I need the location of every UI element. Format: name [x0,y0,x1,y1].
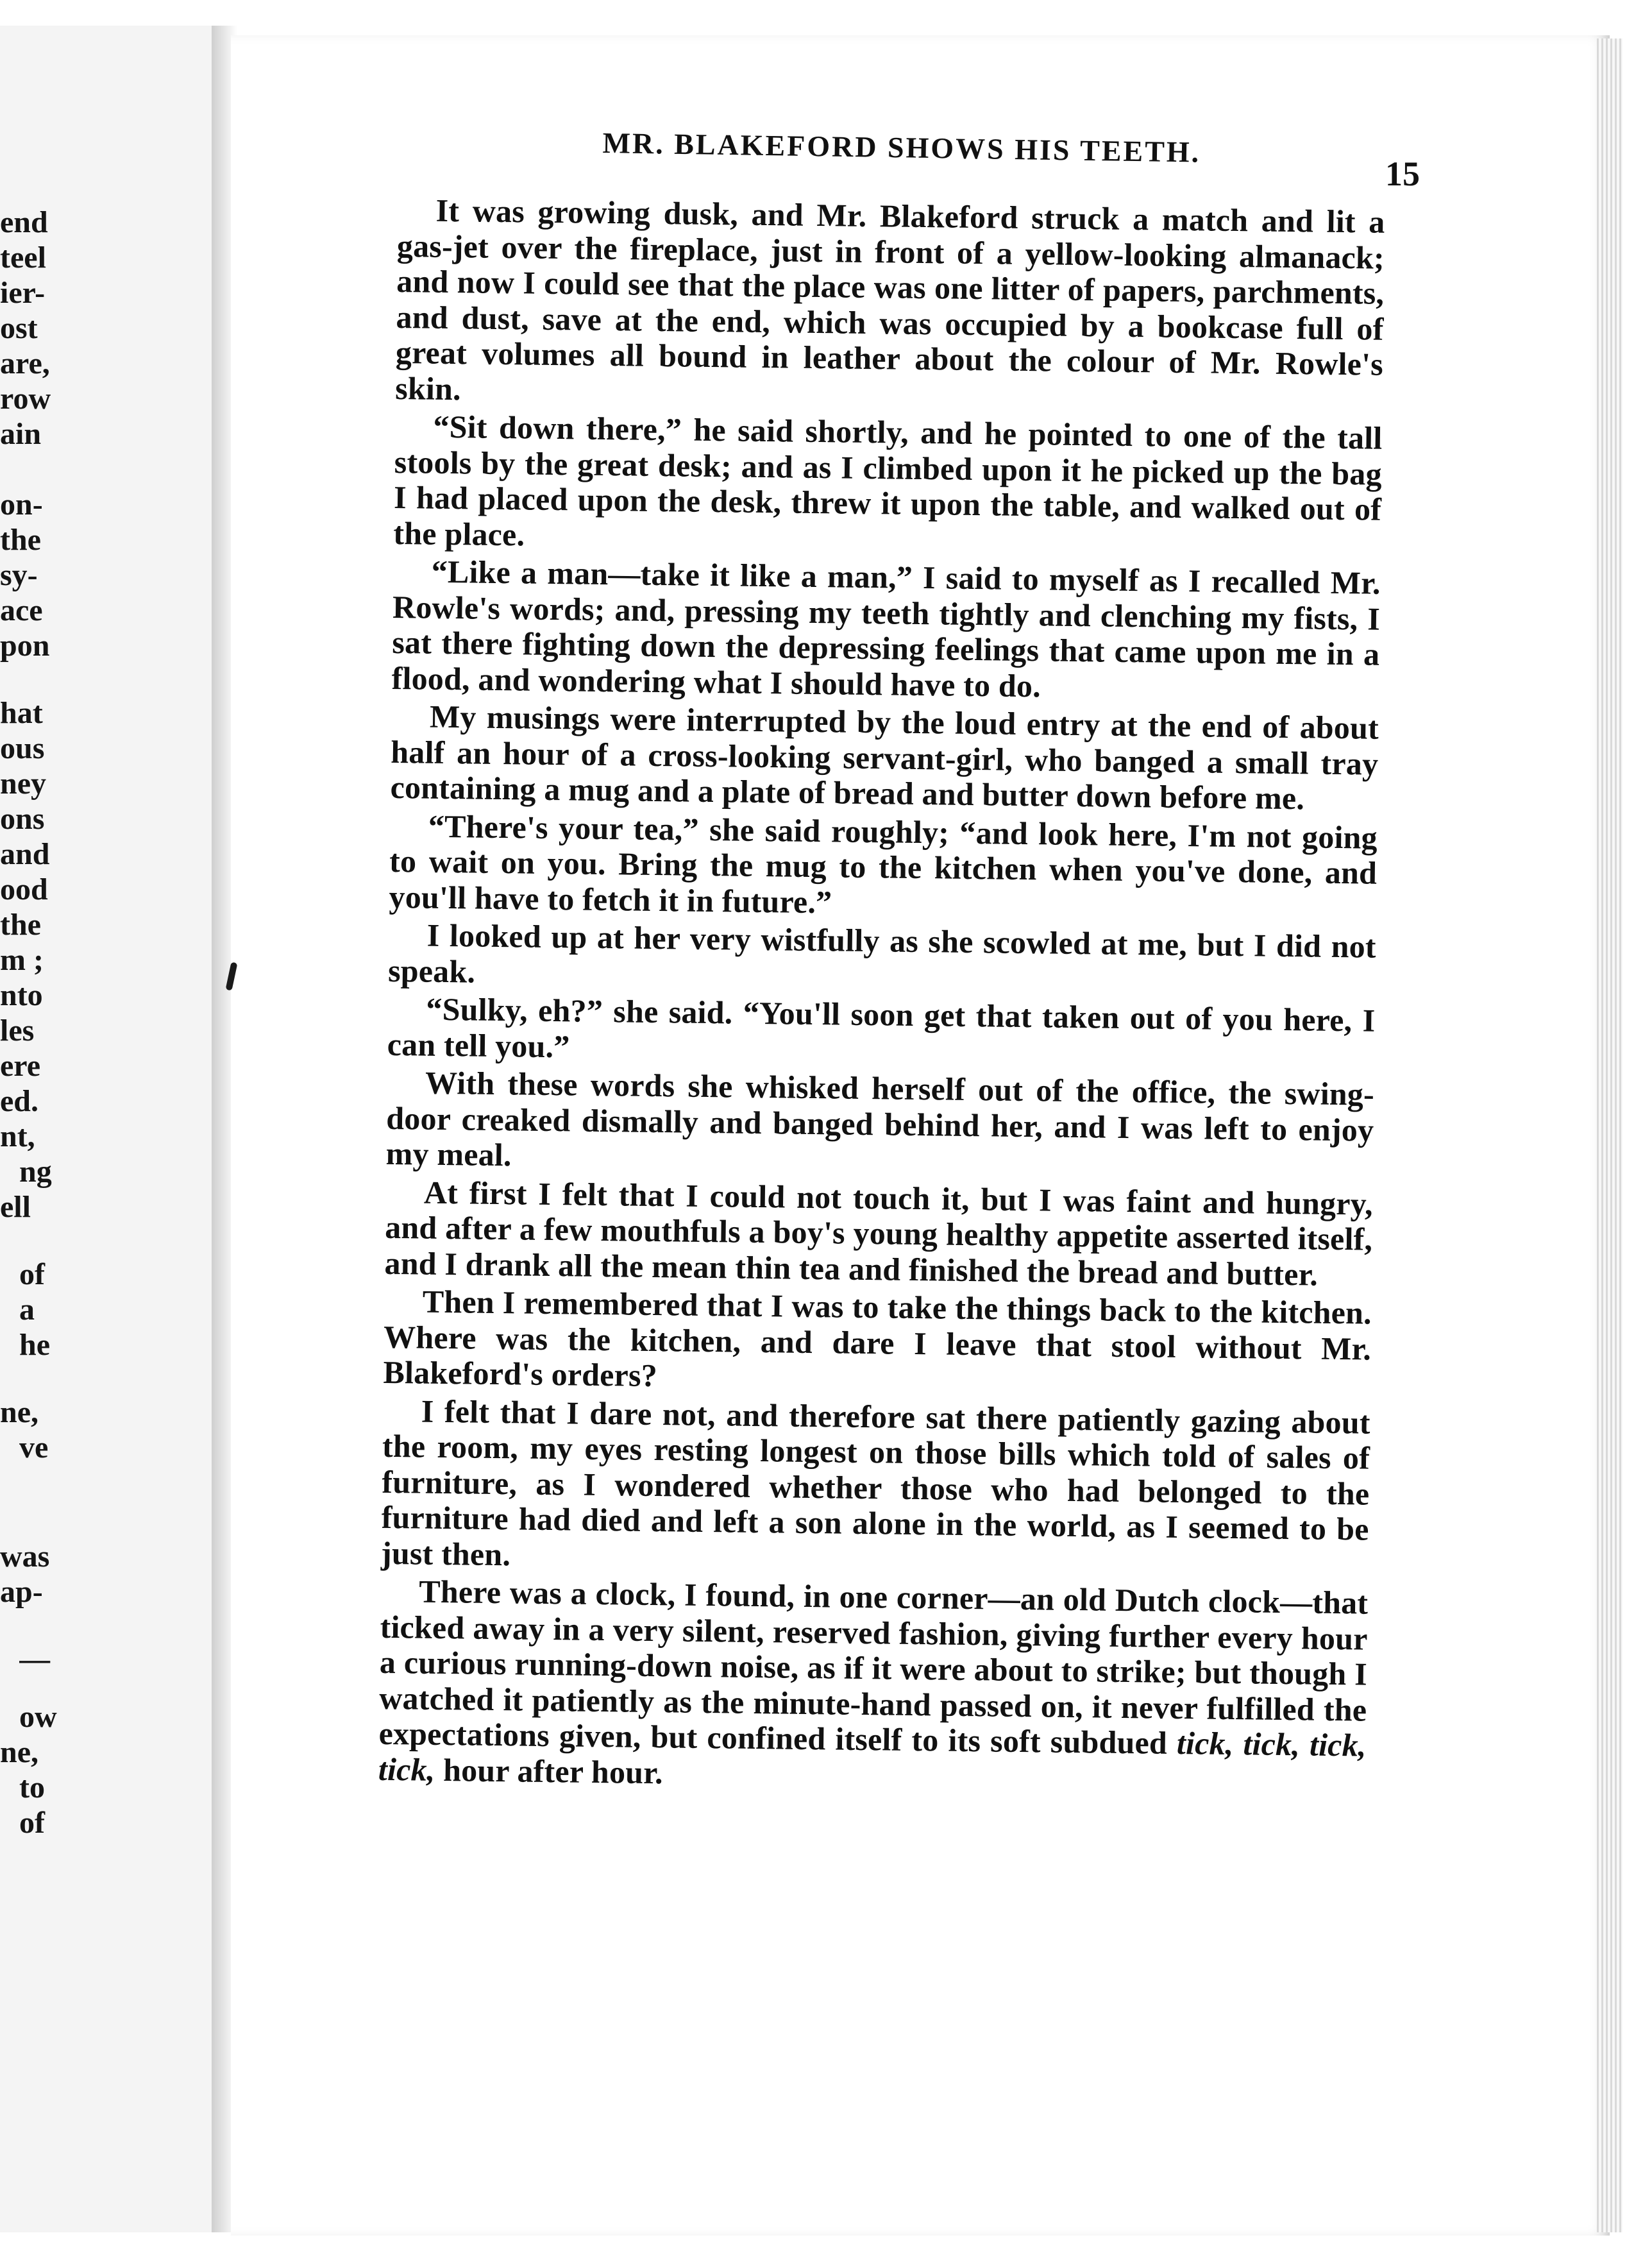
left-page-fragment: and [0,837,50,871]
left-page-fragment: ost [0,311,38,345]
left-page-fragment: ain [0,417,42,451]
left-page-fragment: ace [0,593,43,627]
left-page-fragment: ier- [0,276,46,310]
paragraph: It was growing dusk, and Mr. Blakeford struck a match and lit a gas-jet over the fireplace, just in front of a yellow-looking almanack; and now I could see that the place was one litter of papers, parchments, and dust, save at the end, which was occupied by a bookcase full of great volumes all bound in leather about the colour of Mr. Rowle's skin. [394,192,1385,407]
page-number: 15 [1385,155,1420,193]
left-page-fragment: of [19,1257,45,1291]
left-page-fragment: nt, [0,1119,35,1153]
body-text [378,192,1385,1802]
paragraph: My musings were interrupted by the loud entry at the end of about half an hour of a cross-looking servant-girl, who banged a small tray containing a mug and a plate of bread and butter down before me. [390,698,1379,817]
left-page-fragment: teel [0,241,46,275]
left-page-fragment: ne, [0,1735,38,1769]
left-page-fragment: ap- [0,1575,43,1609]
left-page-fragment: the [0,908,41,942]
left-page-fragment: ney [0,767,46,801]
paragraph: At first I felt that I could not touch it, but I was faint and hungry, and after a few mouthfuls a boy's young healthy appetite asserted itself, and I drank all the mean thin tea and finished the bread and butter. [384,1174,1374,1293]
left-page-fragment: row [0,382,51,416]
left-page-fragment: pon [0,629,50,663]
left-page-fragment: m ; [0,943,44,977]
paragraph-text: hour after hour. [435,1751,664,1790]
left-page-fragment: are, [0,346,50,380]
left-page-fragment: ood [0,872,48,906]
left-page-fragment: end [0,205,48,239]
paragraph: “Sit down there,” he said shortly, and he pointed to one of the tall stools by the great desk; and as I climbed upon it he picked up the bag I had placed upon the desk, threw it upon the table, and walked out of the place. [393,408,1383,552]
left-page-fragment: sy- [0,558,38,592]
left-page-fragment: ne, [0,1395,38,1429]
paragraph: I felt that I dare not, and therefore sat there patiently gazing about the room, my eyes resting longest on those bills which told of sales of furniture, as I wondered whether those who had belonged to the furniture had died and left a son alone in the world, as I seemed to be just then. [380,1393,1371,1572]
left-page-fragment: hat [0,696,43,730]
italic-text: tick, tick, tick, tick, [378,1725,1367,1788]
left-page-fragment: les [0,1014,35,1048]
paragraph: “Like a man—take it like a man,” I said to myself as I recalled Mr. Rowle's words; and, pressing my teeth tightly and clenching my fists, I sat there fighting down the depressing feelings that came upon me in a flood, and wondering what I should have to do. [391,553,1381,704]
left-page-fragment: — [19,1642,50,1676]
left-page-fragment: ng [19,1155,52,1189]
paragraph: Then I remembered that I was to take the things back to the kitchen. Where was the kitchen, and dare I leave that stool without Mr. Blakeford's orders? [383,1283,1372,1394]
paragraph: With these words she whisked herself out of the office, the swing-door creaked dismally and banged behind her, and I was left to enjoy my meal. [385,1064,1375,1173]
left-page-fragment: ve [19,1430,49,1464]
left-page-fragment: ow [19,1700,57,1734]
paragraph: “Sulky, eh?” she said. “You'll soon get that taken out of you here, I can tell you.” [387,990,1376,1064]
left-page-fragment: nto [0,978,43,1012]
left-page-fragment: on- [0,488,43,522]
left-page-fragment: was [0,1540,50,1574]
left-page-fragment: a [19,1293,35,1327]
left-page-fragment: ell [0,1190,31,1224]
left-page-fragment: to [19,1770,45,1804]
left-page-fragment: he [19,1328,50,1362]
left-page-fragment: ons [0,802,45,836]
left-page-fragment: the [0,523,41,557]
left-page-fragment: ere [0,1049,41,1083]
paragraph: I looked up at her very wistfully as she scowled at me, but I did not speak. [387,917,1377,990]
left-page-fragment: ous [0,731,45,765]
running-title: MR. BLAKEFORD SHOWS HIS TEETH. [602,126,1201,169]
left-page-fragment: of [19,1806,45,1840]
left-page-fragment: ed. [0,1084,38,1118]
paragraph-text: There was a clock, I found, in one corner—an old Dutch clock—that ticked away in a very silent, reserved fashion, giving further every hour a curious running-down noise, as if it were about to strike; but though I watched it patiently as the minute-hand passed on, it never fulfilled the expectations given, but confined itself to its soft subdued [378,1573,1369,1761]
page-edge [1597,38,1622,2232]
paragraph: “There's your tea,” she said roughly; “and look here, I'm not going to wait on you. Bring the mug to the kitchen when you've done, and you'll have to fetch it in future.” [389,808,1378,920]
paragraph-last [378,1574,1369,1799]
